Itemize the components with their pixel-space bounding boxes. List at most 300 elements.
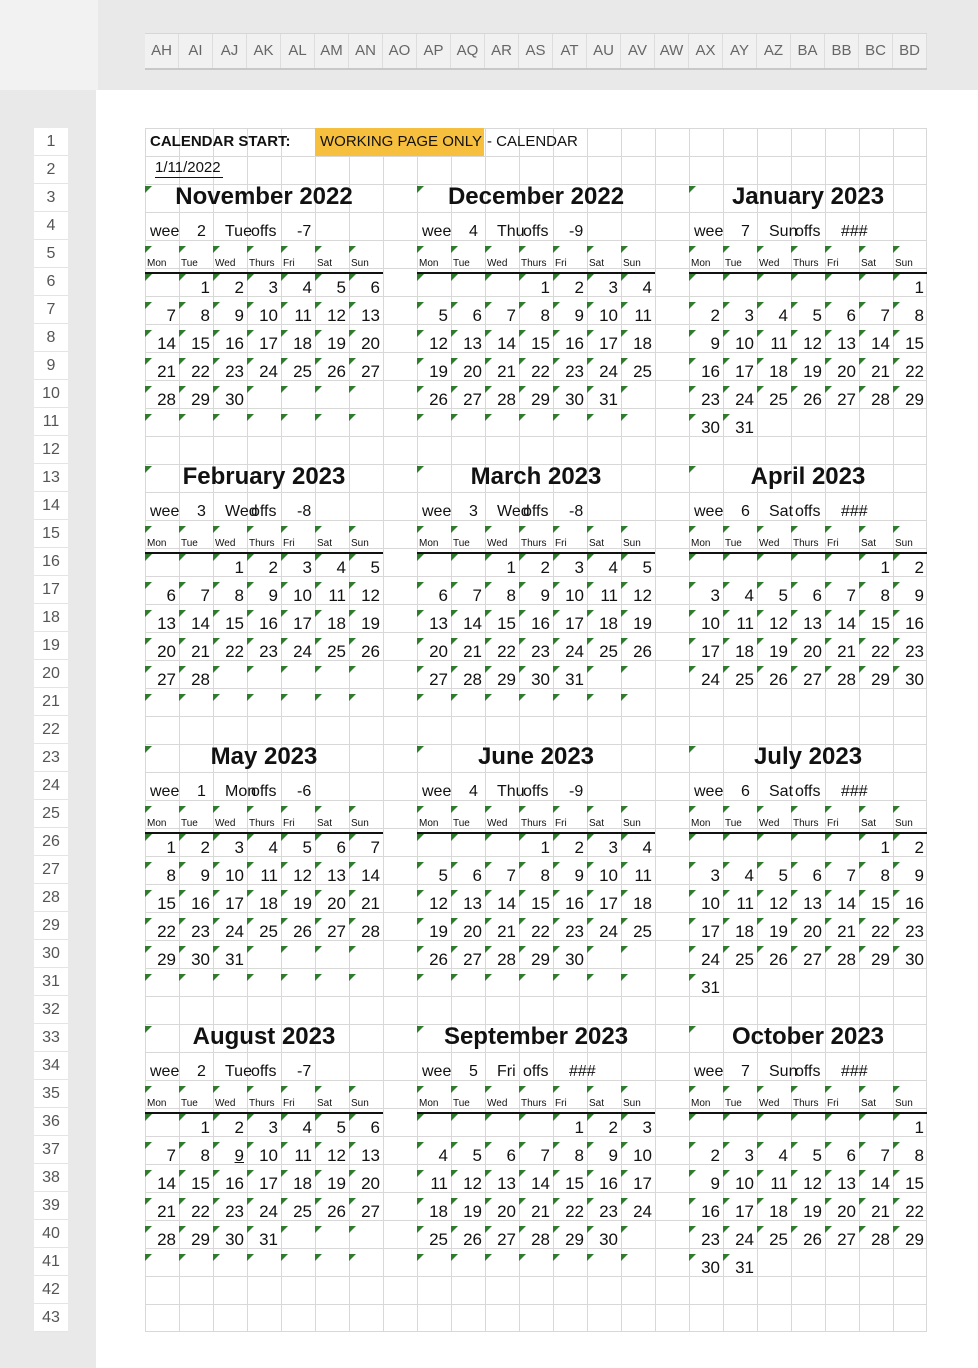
week-number[interactable]: 6 bbox=[741, 783, 750, 800]
day-cell[interactable] bbox=[213, 1226, 247, 1254]
day-cell[interactable] bbox=[519, 414, 553, 442]
start-weekday[interactable]: Sat bbox=[769, 503, 794, 520]
day-cell[interactable] bbox=[519, 974, 553, 1002]
day-cell[interactable] bbox=[519, 1142, 553, 1170]
week-number[interactable]: 4 bbox=[469, 223, 478, 240]
day-cell[interactable] bbox=[825, 1254, 859, 1282]
day-cell[interactable] bbox=[213, 414, 247, 442]
column-header-ax[interactable]: AX bbox=[689, 34, 723, 68]
day-cell[interactable] bbox=[281, 1142, 315, 1170]
day-cell[interactable] bbox=[281, 386, 315, 414]
column-header-bd[interactable]: BD bbox=[893, 34, 927, 68]
day-cell[interactable] bbox=[621, 638, 655, 666]
day-cell[interactable] bbox=[553, 386, 587, 414]
week-label[interactable]: wee bbox=[150, 503, 180, 520]
day-cell[interactable] bbox=[791, 358, 825, 386]
offset-label[interactable]: offs bbox=[523, 503, 549, 520]
offset-value[interactable]: -7 bbox=[297, 223, 312, 240]
day-cell[interactable] bbox=[451, 1170, 485, 1198]
day-cell[interactable] bbox=[247, 834, 281, 862]
row-header-41[interactable]: 41 bbox=[34, 1248, 68, 1276]
day-cell[interactable] bbox=[281, 974, 315, 1002]
week-number[interactable]: 6 bbox=[741, 503, 750, 520]
day-cell[interactable] bbox=[553, 974, 587, 1002]
day-cell[interactable] bbox=[791, 302, 825, 330]
row-header-33[interactable]: 33 bbox=[34, 1024, 68, 1052]
day-cell[interactable] bbox=[723, 1114, 757, 1142]
day-cell[interactable] bbox=[247, 974, 281, 1002]
day-cell[interactable] bbox=[349, 1254, 383, 1282]
row-header-20[interactable]: 20 bbox=[34, 660, 68, 688]
day-cell[interactable] bbox=[791, 554, 825, 582]
row-header-4[interactable]: 4 bbox=[34, 212, 68, 240]
day-cell[interactable] bbox=[247, 414, 281, 442]
day-cell[interactable] bbox=[791, 582, 825, 610]
day-cell[interactable] bbox=[417, 610, 451, 638]
day-cell[interactable] bbox=[417, 666, 451, 694]
day-cell[interactable] bbox=[315, 666, 349, 694]
row-header-7[interactable]: 7 bbox=[34, 296, 68, 324]
day-cell[interactable] bbox=[689, 582, 723, 610]
day-cell[interactable] bbox=[519, 694, 553, 722]
row-header-31[interactable]: 31 bbox=[34, 968, 68, 996]
day-cell[interactable] bbox=[519, 1170, 553, 1198]
day-cell[interactable] bbox=[349, 358, 383, 386]
day-cell[interactable] bbox=[859, 1114, 893, 1142]
row-header-9[interactable]: 9 bbox=[34, 352, 68, 380]
day-cell[interactable] bbox=[179, 610, 213, 638]
day-cell[interactable] bbox=[281, 890, 315, 918]
day-cell[interactable] bbox=[145, 974, 179, 1002]
day-cell[interactable] bbox=[689, 834, 723, 862]
day-cell[interactable] bbox=[349, 330, 383, 358]
day-cell[interactable] bbox=[315, 582, 349, 610]
day-cell[interactable] bbox=[247, 554, 281, 582]
day-cell[interactable] bbox=[417, 274, 451, 302]
day-cell[interactable] bbox=[859, 1142, 893, 1170]
day-cell[interactable] bbox=[757, 330, 791, 358]
day-cell[interactable] bbox=[485, 1114, 519, 1142]
day-cell[interactable] bbox=[213, 666, 247, 694]
day-cell[interactable] bbox=[859, 1254, 893, 1282]
day-cell[interactable] bbox=[519, 666, 553, 694]
day-cell[interactable] bbox=[485, 1170, 519, 1198]
day-cell[interactable] bbox=[281, 1198, 315, 1226]
day-cell[interactable] bbox=[451, 274, 485, 302]
day-cell[interactable] bbox=[417, 946, 451, 974]
start-weekday[interactable]: Wed bbox=[497, 503, 530, 520]
day-cell[interactable] bbox=[247, 330, 281, 358]
day-cell[interactable] bbox=[179, 274, 213, 302]
day-cell[interactable] bbox=[417, 414, 451, 442]
day-cell[interactable] bbox=[349, 554, 383, 582]
day-cell[interactable] bbox=[519, 358, 553, 386]
day-cell[interactable] bbox=[893, 834, 927, 862]
day-cell[interactable] bbox=[145, 694, 179, 722]
day-cell[interactable] bbox=[825, 302, 859, 330]
day-cell[interactable] bbox=[519, 302, 553, 330]
day-cell[interactable] bbox=[723, 918, 757, 946]
day-cell[interactable] bbox=[519, 834, 553, 862]
day-cell[interactable] bbox=[859, 554, 893, 582]
day-cell[interactable] bbox=[825, 862, 859, 890]
day-cell[interactable] bbox=[791, 946, 825, 974]
day-cell[interactable] bbox=[587, 946, 621, 974]
column-header-aw[interactable]: AW bbox=[655, 34, 689, 68]
day-cell[interactable] bbox=[451, 610, 485, 638]
day-cell[interactable] bbox=[791, 1254, 825, 1282]
row-header-23[interactable]: 23 bbox=[34, 744, 68, 772]
column-header-bc[interactable]: BC bbox=[859, 34, 893, 68]
day-cell[interactable] bbox=[893, 330, 927, 358]
row-header-39[interactable]: 39 bbox=[34, 1192, 68, 1220]
day-cell[interactable] bbox=[893, 302, 927, 330]
day-cell[interactable] bbox=[315, 834, 349, 862]
day-cell[interactable] bbox=[213, 1114, 247, 1142]
week-number[interactable]: 2 bbox=[197, 1063, 206, 1080]
day-cell[interactable] bbox=[213, 1142, 247, 1170]
day-cell[interactable] bbox=[825, 610, 859, 638]
day-cell[interactable] bbox=[553, 414, 587, 442]
day-cell[interactable] bbox=[757, 358, 791, 386]
column-header-ap[interactable]: AP bbox=[417, 34, 451, 68]
day-cell[interactable] bbox=[349, 1198, 383, 1226]
day-cell[interactable] bbox=[553, 918, 587, 946]
day-cell[interactable] bbox=[519, 386, 553, 414]
day-cell[interactable] bbox=[689, 358, 723, 386]
day-cell[interactable] bbox=[179, 638, 213, 666]
day-cell[interactable] bbox=[689, 946, 723, 974]
offset-value[interactable]: ### bbox=[841, 783, 868, 800]
day-cell[interactable] bbox=[247, 918, 281, 946]
day-cell[interactable] bbox=[247, 946, 281, 974]
day-cell[interactable] bbox=[417, 862, 451, 890]
week-label[interactable]: wee bbox=[694, 783, 724, 800]
day-cell[interactable] bbox=[179, 1114, 213, 1142]
day-cell[interactable] bbox=[791, 638, 825, 666]
day-cell[interactable] bbox=[757, 890, 791, 918]
day-cell[interactable] bbox=[893, 694, 927, 722]
day-cell[interactable] bbox=[723, 610, 757, 638]
day-cell[interactable] bbox=[145, 1114, 179, 1142]
row-header-38[interactable]: 38 bbox=[34, 1164, 68, 1192]
offset-label[interactable]: offs bbox=[523, 783, 549, 800]
day-cell[interactable] bbox=[893, 358, 927, 386]
row-header-37[interactable]: 37 bbox=[34, 1136, 68, 1164]
day-cell[interactable] bbox=[893, 974, 927, 1002]
day-cell[interactable] bbox=[791, 918, 825, 946]
day-cell[interactable] bbox=[859, 582, 893, 610]
day-cell[interactable] bbox=[519, 554, 553, 582]
day-cell[interactable] bbox=[859, 358, 893, 386]
day-cell[interactable] bbox=[145, 274, 179, 302]
day-cell[interactable] bbox=[451, 582, 485, 610]
row-header-25[interactable]: 25 bbox=[34, 800, 68, 828]
day-cell[interactable] bbox=[213, 330, 247, 358]
day-cell[interactable] bbox=[587, 666, 621, 694]
day-cell[interactable] bbox=[179, 386, 213, 414]
column-header-ay[interactable]: AY bbox=[723, 34, 757, 68]
day-cell[interactable] bbox=[417, 694, 451, 722]
day-cell[interactable] bbox=[349, 1170, 383, 1198]
day-cell[interactable] bbox=[179, 1226, 213, 1254]
row-header-28[interactable]: 28 bbox=[34, 884, 68, 912]
day-cell[interactable] bbox=[723, 274, 757, 302]
day-cell[interactable] bbox=[587, 1142, 621, 1170]
day-cell[interactable] bbox=[315, 302, 349, 330]
day-cell[interactable] bbox=[145, 386, 179, 414]
day-cell[interactable] bbox=[485, 834, 519, 862]
day-cell[interactable] bbox=[689, 274, 723, 302]
day-cell[interactable] bbox=[825, 918, 859, 946]
day-cell[interactable] bbox=[315, 386, 349, 414]
day-cell[interactable] bbox=[281, 862, 315, 890]
day-cell[interactable] bbox=[723, 302, 757, 330]
day-cell[interactable] bbox=[859, 666, 893, 694]
day-cell[interactable] bbox=[791, 330, 825, 358]
day-cell[interactable] bbox=[689, 862, 723, 890]
week-label[interactable]: wee bbox=[422, 1063, 452, 1080]
day-cell[interactable] bbox=[519, 1198, 553, 1226]
week-number[interactable]: 3 bbox=[197, 503, 206, 520]
offset-value[interactable]: -8 bbox=[569, 503, 584, 520]
day-cell[interactable] bbox=[179, 554, 213, 582]
week-number[interactable]: 7 bbox=[741, 1063, 750, 1080]
day-cell[interactable] bbox=[485, 1226, 519, 1254]
row-header-26[interactable]: 26 bbox=[34, 828, 68, 856]
day-cell[interactable] bbox=[723, 358, 757, 386]
day-cell[interactable] bbox=[723, 554, 757, 582]
column-header-az[interactable]: AZ bbox=[757, 34, 791, 68]
row-header-32[interactable]: 32 bbox=[34, 996, 68, 1024]
day-cell[interactable] bbox=[825, 330, 859, 358]
day-cell[interactable] bbox=[893, 890, 927, 918]
row-header-22[interactable]: 22 bbox=[34, 716, 68, 744]
day-cell[interactable] bbox=[587, 358, 621, 386]
day-cell[interactable] bbox=[451, 862, 485, 890]
day-cell[interactable] bbox=[859, 1198, 893, 1226]
start-weekday[interactable]: Wed bbox=[225, 503, 258, 520]
day-cell[interactable] bbox=[689, 1142, 723, 1170]
offset-label[interactable]: offs bbox=[251, 503, 277, 520]
day-cell[interactable] bbox=[553, 582, 587, 610]
day-cell[interactable] bbox=[757, 414, 791, 442]
day-cell[interactable] bbox=[213, 582, 247, 610]
day-cell[interactable] bbox=[689, 1114, 723, 1142]
row-header-43[interactable]: 43 bbox=[34, 1304, 68, 1332]
day-cell[interactable] bbox=[485, 918, 519, 946]
start-weekday[interactable]: Thu bbox=[497, 223, 525, 240]
column-header-ai[interactable]: AI bbox=[179, 34, 213, 68]
offset-label[interactable]: offs bbox=[523, 223, 549, 240]
day-cell[interactable] bbox=[213, 610, 247, 638]
day-cell[interactable] bbox=[145, 890, 179, 918]
day-cell[interactable] bbox=[723, 386, 757, 414]
day-cell[interactable] bbox=[621, 918, 655, 946]
offset-value[interactable]: -6 bbox=[297, 783, 312, 800]
day-cell[interactable] bbox=[349, 610, 383, 638]
day-cell[interactable] bbox=[519, 946, 553, 974]
week-label[interactable]: wee bbox=[694, 1063, 724, 1080]
day-cell[interactable] bbox=[553, 1170, 587, 1198]
row-header-34[interactable]: 34 bbox=[34, 1052, 68, 1080]
day-cell[interactable] bbox=[179, 666, 213, 694]
day-cell[interactable] bbox=[893, 1170, 927, 1198]
day-cell[interactable] bbox=[247, 610, 281, 638]
day-cell[interactable] bbox=[757, 918, 791, 946]
day-cell[interactable] bbox=[417, 582, 451, 610]
day-cell[interactable] bbox=[859, 274, 893, 302]
start-weekday[interactable]: Sun bbox=[769, 1063, 798, 1080]
day-cell[interactable] bbox=[621, 582, 655, 610]
day-cell[interactable] bbox=[553, 694, 587, 722]
day-cell[interactable] bbox=[757, 1198, 791, 1226]
day-cell[interactable] bbox=[621, 1198, 655, 1226]
offset-label[interactable]: offs bbox=[251, 1063, 277, 1080]
day-cell[interactable] bbox=[621, 890, 655, 918]
day-cell[interactable] bbox=[451, 386, 485, 414]
day-cell[interactable] bbox=[519, 1226, 553, 1254]
day-cell[interactable] bbox=[893, 666, 927, 694]
day-cell[interactable] bbox=[213, 554, 247, 582]
select-all-corner[interactable] bbox=[0, 0, 98, 90]
column-header-as[interactable]: AS bbox=[519, 34, 553, 68]
offset-label[interactable]: offs bbox=[795, 503, 821, 520]
day-cell[interactable] bbox=[281, 358, 315, 386]
day-cell[interactable] bbox=[689, 1226, 723, 1254]
day-cell[interactable] bbox=[315, 1142, 349, 1170]
day-cell[interactable] bbox=[723, 1254, 757, 1282]
day-cell[interactable] bbox=[757, 1254, 791, 1282]
day-cell[interactable] bbox=[553, 302, 587, 330]
day-cell[interactable] bbox=[281, 330, 315, 358]
day-cell[interactable] bbox=[587, 386, 621, 414]
day-cell[interactable] bbox=[213, 694, 247, 722]
day-cell[interactable] bbox=[553, 1226, 587, 1254]
day-cell[interactable] bbox=[825, 358, 859, 386]
day-cell[interactable] bbox=[859, 918, 893, 946]
row-header-19[interactable]: 19 bbox=[34, 632, 68, 660]
day-cell[interactable] bbox=[417, 1142, 451, 1170]
day-cell[interactable] bbox=[349, 386, 383, 414]
day-cell[interactable] bbox=[281, 1254, 315, 1282]
offset-value[interactable]: -9 bbox=[569, 783, 584, 800]
start-weekday[interactable]: Sat bbox=[769, 783, 794, 800]
day-cell[interactable] bbox=[791, 414, 825, 442]
day-cell[interactable] bbox=[723, 582, 757, 610]
day-cell[interactable] bbox=[893, 862, 927, 890]
week-number[interactable]: 5 bbox=[469, 1063, 478, 1080]
day-cell[interactable] bbox=[859, 414, 893, 442]
day-cell[interactable] bbox=[349, 1114, 383, 1142]
day-cell[interactable] bbox=[451, 1226, 485, 1254]
day-cell[interactable] bbox=[485, 638, 519, 666]
day-cell[interactable] bbox=[621, 834, 655, 862]
day-cell[interactable] bbox=[723, 1170, 757, 1198]
day-cell[interactable] bbox=[621, 1170, 655, 1198]
row-header-1[interactable]: 1 bbox=[34, 128, 68, 156]
day-cell[interactable] bbox=[213, 946, 247, 974]
day-cell[interactable] bbox=[315, 638, 349, 666]
column-header-bb[interactable]: BB bbox=[825, 34, 859, 68]
row-header-10[interactable]: 10 bbox=[34, 380, 68, 408]
day-cell[interactable] bbox=[791, 862, 825, 890]
column-header-ak[interactable]: AK bbox=[247, 34, 281, 68]
day-cell[interactable] bbox=[451, 638, 485, 666]
day-cell[interactable] bbox=[859, 330, 893, 358]
day-cell[interactable] bbox=[315, 330, 349, 358]
day-cell[interactable] bbox=[451, 974, 485, 1002]
day-cell[interactable] bbox=[145, 1170, 179, 1198]
day-cell[interactable] bbox=[723, 414, 757, 442]
day-cell[interactable] bbox=[417, 358, 451, 386]
day-cell[interactable] bbox=[213, 638, 247, 666]
day-cell[interactable] bbox=[213, 834, 247, 862]
day-cell[interactable] bbox=[281, 638, 315, 666]
day-cell[interactable] bbox=[587, 414, 621, 442]
day-cell[interactable] bbox=[689, 554, 723, 582]
day-cell[interactable] bbox=[825, 666, 859, 694]
day-cell[interactable] bbox=[519, 638, 553, 666]
day-cell[interactable] bbox=[587, 330, 621, 358]
day-cell[interactable] bbox=[179, 694, 213, 722]
row-header-12[interactable]: 12 bbox=[34, 436, 68, 464]
column-header-au[interactable]: AU bbox=[587, 34, 621, 68]
day-cell[interactable] bbox=[281, 666, 315, 694]
day-cell[interactable] bbox=[621, 302, 655, 330]
day-cell[interactable] bbox=[451, 1114, 485, 1142]
day-cell[interactable] bbox=[485, 974, 519, 1002]
day-cell[interactable] bbox=[213, 274, 247, 302]
day-cell[interactable] bbox=[281, 946, 315, 974]
day-cell[interactable] bbox=[553, 610, 587, 638]
day-cell[interactable] bbox=[519, 274, 553, 302]
day-cell[interactable] bbox=[485, 274, 519, 302]
day-cell[interactable] bbox=[757, 974, 791, 1002]
day-cell[interactable] bbox=[621, 1142, 655, 1170]
row-header-30[interactable]: 30 bbox=[34, 940, 68, 968]
day-cell[interactable] bbox=[349, 302, 383, 330]
week-number[interactable]: 2 bbox=[197, 223, 206, 240]
day-cell[interactable] bbox=[757, 386, 791, 414]
day-cell[interactable] bbox=[417, 1226, 451, 1254]
day-cell[interactable] bbox=[621, 386, 655, 414]
day-cell[interactable] bbox=[587, 834, 621, 862]
day-cell[interactable] bbox=[451, 414, 485, 442]
day-cell[interactable] bbox=[179, 1142, 213, 1170]
day-cell[interactable] bbox=[315, 694, 349, 722]
offset-label[interactable]: offs bbox=[795, 223, 821, 240]
day-cell[interactable] bbox=[213, 862, 247, 890]
offset-value[interactable]: ### bbox=[569, 1063, 596, 1080]
day-cell[interactable] bbox=[621, 610, 655, 638]
day-cell[interactable] bbox=[893, 610, 927, 638]
day-cell[interactable] bbox=[451, 1198, 485, 1226]
day-cell[interactable] bbox=[553, 1142, 587, 1170]
day-cell[interactable] bbox=[247, 386, 281, 414]
row-header-2[interactable]: 2 bbox=[34, 156, 68, 184]
day-cell[interactable] bbox=[315, 890, 349, 918]
day-cell[interactable] bbox=[451, 302, 485, 330]
day-cell[interactable] bbox=[247, 1226, 281, 1254]
day-cell[interactable] bbox=[587, 582, 621, 610]
day-cell[interactable] bbox=[553, 1198, 587, 1226]
day-cell[interactable] bbox=[689, 890, 723, 918]
day-cell[interactable] bbox=[689, 302, 723, 330]
day-cell[interactable] bbox=[451, 890, 485, 918]
day-cell[interactable] bbox=[825, 638, 859, 666]
day-cell[interactable] bbox=[825, 582, 859, 610]
